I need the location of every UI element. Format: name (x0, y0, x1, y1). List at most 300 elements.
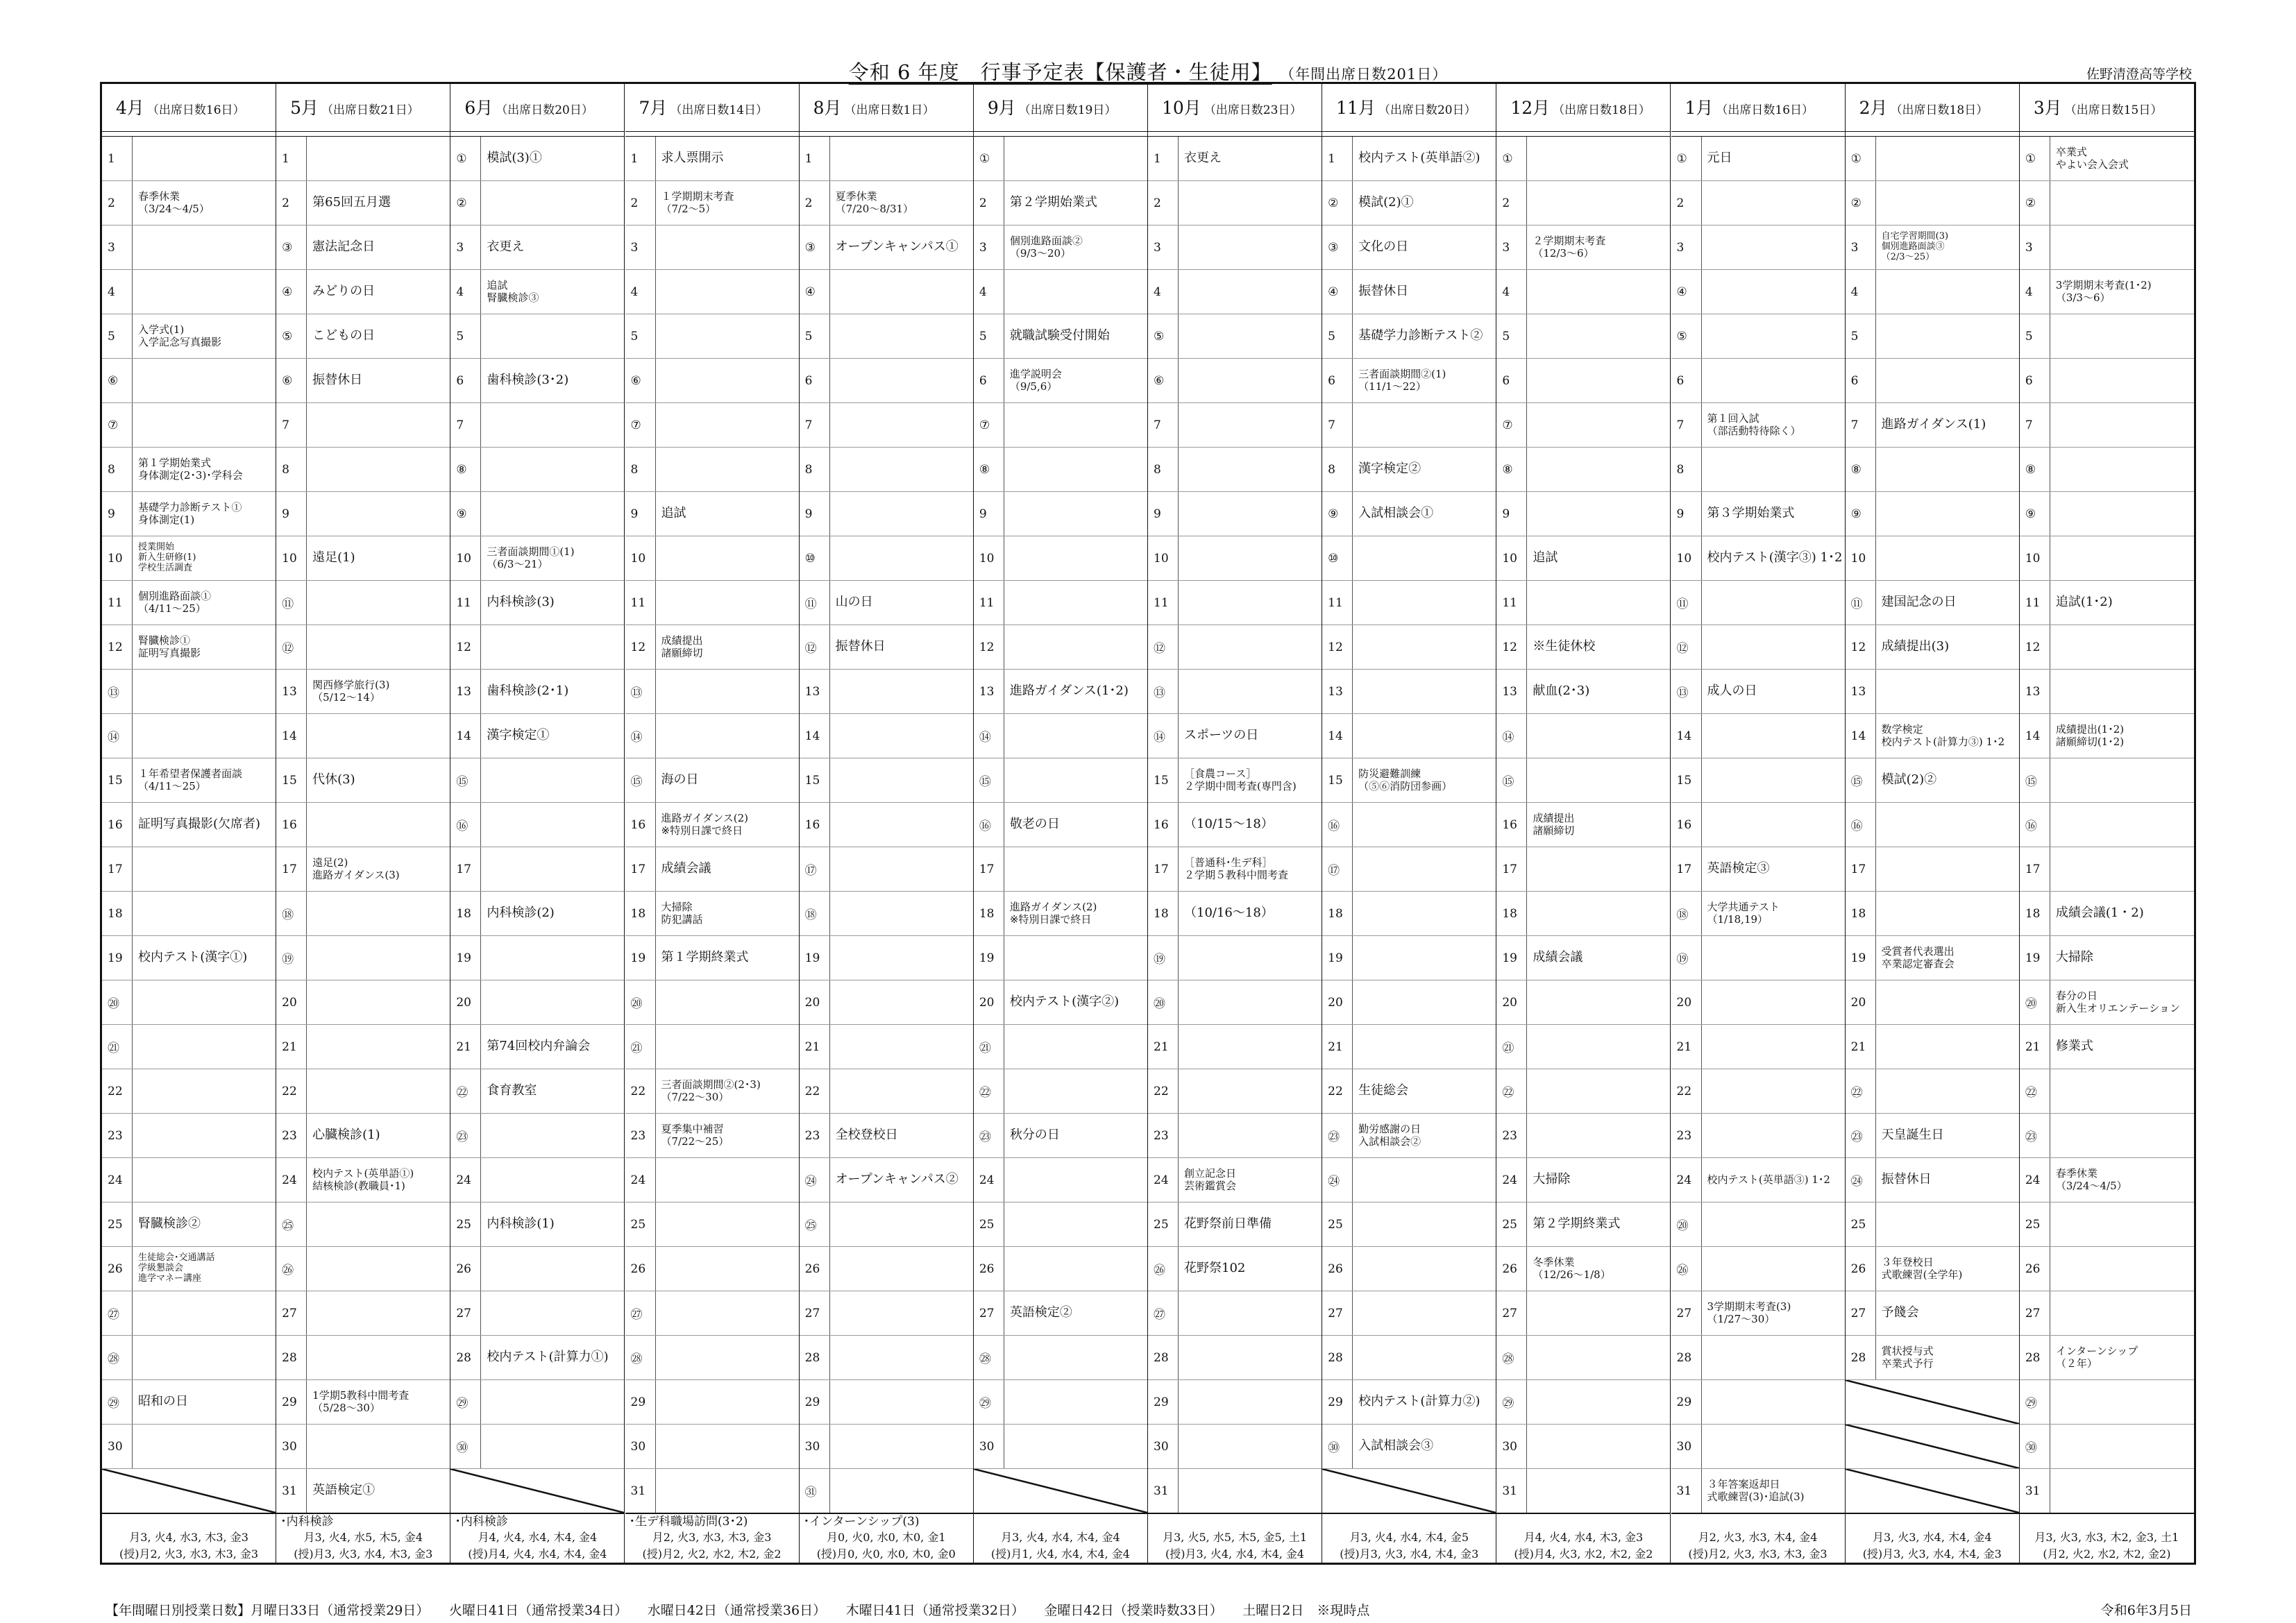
day-cell (800, 1114, 973, 1158)
day-cell (1322, 492, 1496, 536)
day-number: ⑩ (800, 536, 830, 580)
day-event (1876, 137, 1882, 180)
day-event: 入試相談会① (1358, 506, 1434, 521)
day-cell (1496, 536, 1670, 581)
day-number: 3 (1148, 226, 1179, 269)
day-event (1876, 847, 1882, 891)
day-number: 10 (450, 536, 481, 580)
day-cell (102, 847, 276, 892)
day-event (1527, 181, 1533, 225)
day-cell (1846, 1069, 2019, 1114)
day-number: 28 (450, 1336, 481, 1379)
attendance-days: （出席日数20日） (1378, 103, 1476, 117)
day-event (133, 847, 138, 891)
day-number: 2 (1671, 181, 1702, 225)
day-cell (625, 226, 799, 270)
day-event: 振替休日 (835, 639, 886, 654)
day-cell (1846, 847, 2019, 892)
day-cell (1322, 1247, 1496, 1291)
day-cell (1846, 803, 2019, 847)
day-cell (625, 314, 799, 359)
day-number: 27 (450, 1291, 481, 1335)
day-number: ⑱ (276, 892, 307, 935)
month-totals (450, 1513, 624, 1563)
day-cell (974, 1425, 1147, 1469)
day-cell (276, 1469, 450, 1513)
day-cell (800, 1025, 973, 1069)
day-number: 7 (1322, 403, 1353, 447)
day-cell (1496, 359, 1670, 403)
day-number: ㉒ (974, 1069, 1004, 1113)
day-number: ㉒ (2020, 1069, 2050, 1113)
day-cell (2020, 1203, 2194, 1247)
day-event: 進路ガイダンス(1) (1881, 417, 1986, 432)
day-event (1527, 1025, 1533, 1069)
day-event (1179, 181, 1184, 225)
day-cell (102, 181, 276, 226)
day-cell (1671, 1069, 1845, 1114)
day-event (830, 270, 836, 314)
day-cell (625, 1114, 799, 1158)
day-cell (2020, 1247, 2194, 1291)
day-number: 22 (1671, 1069, 1702, 1113)
day-cell (625, 1069, 799, 1114)
day-cell (1148, 536, 1322, 581)
day-event: 3学期期末考査(3) （1/27〜30） (1707, 1300, 1791, 1325)
day-number: ⑬ (625, 670, 656, 713)
day-event: 大掃除 防犯講話 (661, 901, 703, 926)
day-number: ㉗ (1148, 1291, 1179, 1335)
day-number: ㉔ (800, 1158, 830, 1202)
day-cell (1496, 936, 1670, 980)
day-cell (1322, 1158, 1496, 1203)
day-cell (276, 936, 450, 980)
day-cell (450, 448, 624, 492)
day-cell (1148, 847, 1322, 892)
month-totals (974, 1513, 1147, 1563)
day-cell (625, 1380, 799, 1425)
day-number: ⑮ (1846, 758, 1876, 802)
day-number: ⑯ (2020, 803, 2050, 847)
month-column (2020, 84, 2194, 1563)
day-number: ⑳ (102, 980, 133, 1024)
day-cell (1496, 1336, 1670, 1380)
day-number: 14 (1846, 714, 1876, 758)
day-number: 9 (1148, 492, 1179, 536)
day-number: ⑱ (800, 892, 830, 935)
day-cell (1496, 137, 1670, 181)
day-event: 全校登校日 (835, 1128, 898, 1143)
day-event (1527, 1336, 1533, 1379)
day-event: スポーツの日 (1184, 728, 1259, 743)
month-note (1846, 1514, 2019, 1529)
day-number: ⑳ (1671, 1203, 1702, 1246)
day-cell (800, 1247, 973, 1291)
day-number: 22 (1148, 1069, 1179, 1113)
day-cell (1671, 1025, 1845, 1069)
day-number: 26 (102, 1247, 133, 1291)
day-event (1702, 714, 1707, 758)
day-event (1353, 1247, 1358, 1291)
day-cell (276, 1291, 450, 1336)
day-number: 18 (450, 892, 481, 935)
day-event (307, 936, 312, 980)
day-event (830, 1380, 836, 1424)
issue-date: 令和6年3月5日 (2100, 1603, 2192, 1618)
day-cell (1846, 714, 2019, 758)
day-event (307, 1291, 312, 1335)
day-cell (800, 1425, 973, 1469)
day-cell (1671, 492, 1845, 536)
day-cell (1496, 1069, 1670, 1114)
day-event (481, 1114, 487, 1157)
day-cell (2020, 181, 2194, 226)
day-number: ⑤ (1148, 314, 1179, 358)
day-number: ③ (276, 226, 307, 269)
day-number: 19 (1496, 936, 1527, 980)
day-event (1702, 803, 1707, 847)
day-event: 成績提出 諸願締切 (661, 634, 703, 659)
day-cell (2020, 448, 2194, 492)
month-header (450, 84, 624, 132)
day-number: 25 (2020, 1203, 2050, 1246)
day-event (1004, 270, 1010, 314)
day-number: 27 (800, 1291, 830, 1335)
day-event: 個別進路面談① （4/11〜25） (138, 590, 212, 615)
day-number: 12 (1846, 625, 1876, 669)
day-number: 28 (1846, 1336, 1876, 1379)
day-cell (800, 314, 973, 359)
weekday-count: 月2, 火3, 水3, 木3, 金3 (652, 1531, 772, 1544)
month-column (1846, 84, 2020, 1563)
day-event (1702, 1247, 1707, 1291)
day-event (1179, 980, 1184, 1024)
day-number: 4 (1148, 270, 1179, 314)
day-event (307, 1247, 312, 1291)
day-event (656, 980, 661, 1024)
day-cell (974, 1069, 1147, 1114)
day-cell (1496, 714, 1670, 758)
day-number: 26 (800, 1247, 830, 1291)
day-event (2050, 1069, 2056, 1113)
day-number: 29 (1148, 1380, 1179, 1424)
day-cell (1671, 670, 1845, 714)
day-number: 20 (974, 980, 1004, 1024)
day-number: 24 (2020, 1158, 2050, 1202)
attendance-days: （出席日数16日） (1716, 103, 1814, 117)
day-cell (2020, 1025, 2194, 1069)
day-event (656, 226, 661, 269)
day-event (481, 314, 487, 358)
day-event (1179, 1025, 1184, 1069)
month-column (974, 84, 1148, 1563)
day-number: ⑥ (102, 359, 133, 402)
day-event: 修業式 (2055, 1039, 2093, 1054)
day-number: ⑯ (450, 803, 481, 847)
day-cell (625, 359, 799, 403)
month-note (1148, 1514, 1322, 1529)
weekday-count: 月3, 火4, 水4, 木4, 金5 (1349, 1531, 1469, 1544)
day-cell (2020, 314, 2194, 359)
day-event: 進路ガイダンス(2) ※特別日課で終日 (1009, 901, 1097, 926)
day-number: ㉚ (2020, 1425, 2050, 1468)
day-cell (625, 1469, 799, 1513)
day-number: 23 (625, 1114, 656, 1157)
weekday-count: 月3, 火3, 水3, 木2, 金3, 土1 (2034, 1531, 2179, 1544)
day-cell (800, 226, 973, 270)
day-number: ⑭ (974, 714, 1004, 758)
day-cell (800, 1380, 973, 1425)
day-number: 17 (1496, 847, 1527, 891)
day-event: オープンキャンパス① (835, 239, 959, 255)
day-number: 17 (974, 847, 1004, 891)
day-event: ※生徒休校 (1533, 639, 1596, 654)
day-cell (102, 1425, 276, 1469)
day-event (656, 314, 661, 358)
day-number: ⑧ (450, 448, 481, 491)
day-cell (1322, 936, 1496, 980)
day-event (1179, 1291, 1184, 1335)
day-cell (974, 403, 1147, 448)
day-cell (974, 314, 1147, 359)
day-event (133, 359, 138, 402)
day-number: 27 (1322, 1291, 1353, 1335)
day-cell (1148, 492, 1322, 536)
day-number: 12 (1496, 625, 1527, 669)
day-event: 第１回入試 （部活動特待除く） (1707, 412, 1801, 437)
day-cell (1148, 1069, 1322, 1114)
day-event (1004, 581, 1010, 624)
day-cell (1148, 1469, 1322, 1513)
day-event (1004, 714, 1010, 758)
day-number: 22 (102, 1069, 133, 1113)
day-cell (974, 803, 1147, 847)
day-number: 3 (1846, 226, 1876, 269)
day-event (830, 1336, 836, 1379)
day-cell (2020, 1425, 2194, 1469)
day-cell (1846, 270, 2019, 314)
day-number: 30 (974, 1425, 1004, 1468)
day-cell (1496, 314, 1670, 359)
day-event (830, 1069, 836, 1113)
day-cell (276, 980, 450, 1025)
day-cell (1496, 1380, 1670, 1425)
day-cell (102, 492, 276, 536)
month-column (1671, 84, 1846, 1563)
day-cell (1671, 1291, 1845, 1336)
day-number: 30 (102, 1425, 133, 1468)
month-totals (276, 1513, 450, 1563)
attendance-days: （出席日数19日） (1018, 103, 1117, 117)
day-event (656, 714, 661, 758)
day-event: （10/16〜18） (1184, 906, 1274, 921)
day-event: 代休(3) (312, 772, 355, 788)
day-event: 校内テスト(漢字③) 1･2 (1707, 550, 1843, 566)
day-number: ⑳ (2020, 980, 2050, 1024)
day-number: 6 (1846, 359, 1876, 402)
day-cell (450, 1069, 624, 1114)
day-number: 15 (1148, 758, 1179, 802)
day-event (656, 1025, 661, 1069)
day-cell (276, 1158, 450, 1203)
day-cell (1322, 181, 1496, 226)
day-number: 24 (974, 1158, 1004, 1202)
day-event (1527, 847, 1533, 891)
day-number: 30 (1148, 1425, 1179, 1468)
day-event (307, 1069, 312, 1113)
day-event: 振替休日 (312, 373, 363, 388)
day-number: 11 (1322, 581, 1353, 624)
day-cell (974, 270, 1147, 314)
day-cell (2020, 892, 2194, 936)
day-cell (102, 536, 276, 581)
day-number: 4 (625, 270, 656, 314)
day-cell (1322, 1336, 1496, 1380)
day-cell (450, 670, 624, 714)
day-event: ３年登校日 式歌練習(全学年) (1881, 1256, 1963, 1281)
day-number: 24 (625, 1158, 656, 1202)
day-event: 進学説明会 （9/5,6） (1009, 368, 1062, 393)
day-number: 22 (276, 1069, 307, 1113)
day-event: 振替休日 (1358, 284, 1409, 299)
day-number: 27 (1496, 1291, 1527, 1335)
day-number: 11 (102, 581, 133, 624)
day-number: 5 (1322, 314, 1353, 358)
attendance-days: （出席日数18日） (1553, 103, 1651, 117)
day-event: 春分の日 新入生オリエンテーション (2055, 989, 2180, 1014)
day-event (1353, 1158, 1358, 1202)
day-event (481, 847, 487, 891)
day-number: 3 (625, 226, 656, 269)
day-event (307, 980, 312, 1024)
day-event (656, 448, 661, 491)
day-cell (625, 980, 799, 1025)
no-day-cell (102, 1469, 276, 1513)
day-number: 12 (2020, 625, 2050, 669)
day-event (1527, 581, 1533, 624)
day-cell (1322, 314, 1496, 359)
month-name: 1月 (1685, 98, 1714, 118)
month-name: 9月 (987, 98, 1016, 118)
day-event (1527, 758, 1533, 802)
day-cell (800, 980, 973, 1025)
day-number: 1 (625, 137, 656, 180)
day-event (1179, 448, 1184, 491)
day-number: 8 (1322, 448, 1353, 491)
class-day-count: (授)月3, 火3, 水4, 木4, 金3 (1862, 1547, 2002, 1561)
month-header (800, 84, 973, 132)
day-cell (1148, 1247, 1322, 1291)
attendance-days: （出席日数18日） (1890, 103, 1989, 117)
day-number: 23 (102, 1114, 133, 1157)
day-number: 29 (1671, 1380, 1702, 1424)
day-event: 個別進路面談② （9/3〜20） (1009, 235, 1083, 260)
month-note: ･内科検診 (455, 1515, 508, 1529)
day-event (830, 1025, 836, 1069)
day-number: 30 (1671, 1425, 1702, 1468)
day-cell (625, 536, 799, 581)
day-number: ⑭ (102, 714, 133, 758)
day-cell (1846, 1291, 2019, 1336)
day-event (1179, 226, 1184, 269)
day-cell (800, 670, 973, 714)
day-number: 9 (800, 492, 830, 536)
day-event: ［食農コース］ ２学期中間考査(専門含) (1184, 767, 1297, 792)
day-cell (1846, 1114, 2019, 1158)
day-number: 26 (1846, 1247, 1876, 1291)
day-event (133, 137, 138, 180)
day-event (1353, 536, 1358, 580)
day-event: 成績会議(1・2) (2055, 906, 2144, 921)
day-event (656, 1291, 661, 1335)
day-number: 30 (1496, 1425, 1527, 1468)
day-cell (276, 270, 450, 314)
month-column (1496, 84, 1671, 1563)
day-number: 21 (1322, 1025, 1353, 1069)
day-cell (800, 625, 973, 670)
day-event (656, 1203, 661, 1246)
day-cell (625, 137, 799, 181)
day-cell (2020, 936, 2194, 980)
day-number: 27 (2020, 1291, 2050, 1335)
day-event (1702, 226, 1707, 269)
day-cell (450, 536, 624, 581)
day-number: 17 (1846, 847, 1876, 891)
day-number: 5 (800, 314, 830, 358)
day-number: 3 (450, 226, 481, 269)
day-cell (102, 625, 276, 670)
day-number: 8 (102, 448, 133, 491)
month-name: 8月 (813, 98, 842, 118)
day-number: 31 (1671, 1469, 1702, 1513)
day-cell (1846, 314, 2019, 359)
month-totals (1322, 1513, 1496, 1563)
day-event (1702, 359, 1707, 402)
school-name: 佐野清澄高等学校 (2086, 67, 2192, 82)
day-number: 15 (102, 758, 133, 802)
day-number: 26 (1322, 1247, 1353, 1291)
day-number: 25 (450, 1203, 481, 1246)
day-cell (1671, 270, 1845, 314)
day-number: 4 (1496, 270, 1527, 314)
day-number: 30 (625, 1425, 656, 1468)
day-cell (102, 670, 276, 714)
day-cell (800, 803, 973, 847)
day-cell (1496, 1469, 1670, 1513)
day-event: 振替休日 (1881, 1172, 1932, 1187)
day-number: ㉘ (1496, 1336, 1527, 1379)
day-event (1353, 803, 1358, 847)
day-number: 24 (1671, 1158, 1702, 1202)
day-cell (1496, 758, 1670, 803)
day-event (133, 403, 138, 447)
day-cell (974, 670, 1147, 714)
day-number: 30 (800, 1425, 830, 1468)
day-event: 自宅学習期間(3) 個別進路面談③ （2/3〜25） (1881, 231, 1949, 262)
day-number: ㉚ (450, 1425, 481, 1468)
day-number: 28 (1148, 1336, 1179, 1379)
day-event: 校内テスト(英単語②) (1358, 151, 1480, 166)
day-number: ① (2020, 137, 2050, 180)
day-cell (1322, 448, 1496, 492)
month-header (1322, 84, 1496, 132)
day-cell (625, 758, 799, 803)
day-cell (276, 892, 450, 936)
day-number: ⑪ (1671, 581, 1702, 624)
day-number: ⑳ (625, 980, 656, 1024)
day-cell (276, 1069, 450, 1114)
month-note (102, 1514, 276, 1529)
